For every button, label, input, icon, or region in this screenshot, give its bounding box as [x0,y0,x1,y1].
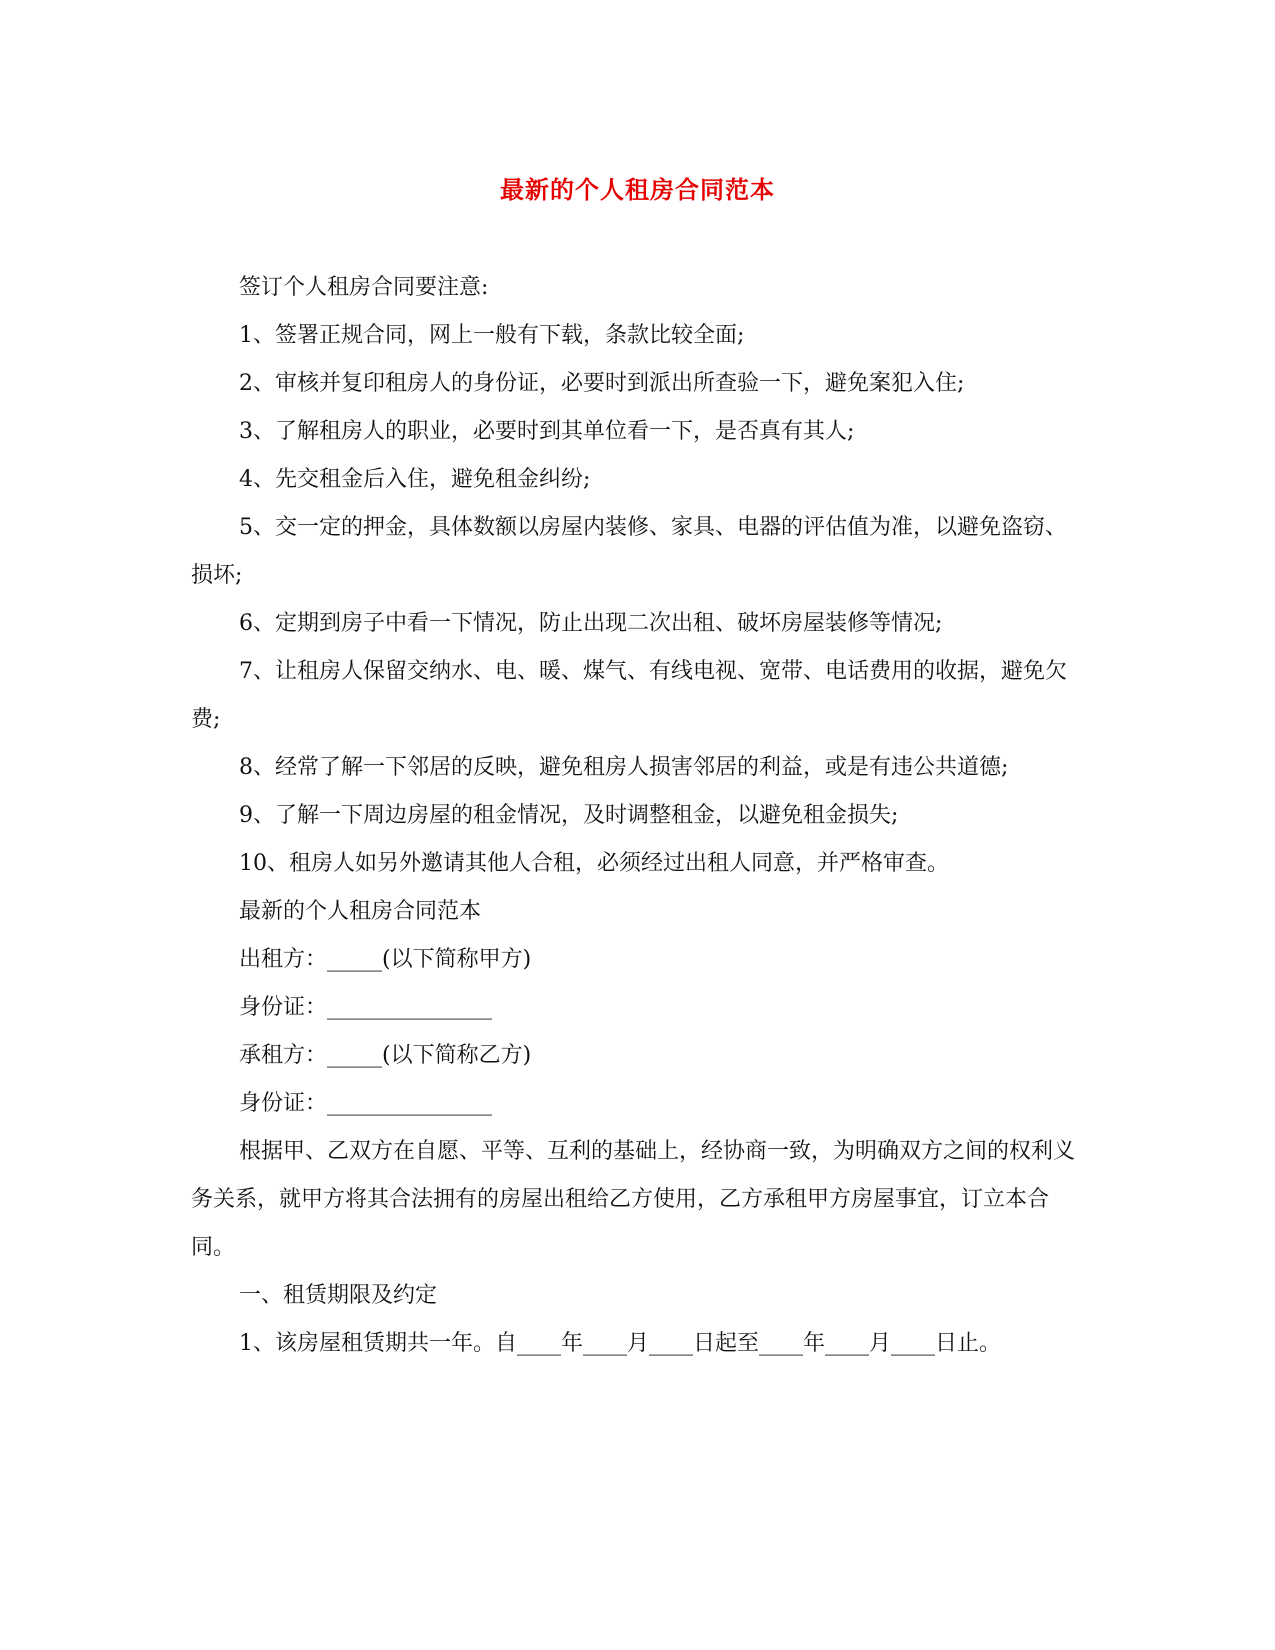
document-body [191,264,1076,1368]
contract-subtitle: 最新的个人租房合同范本 [239,899,482,924]
paragraph-item-2: 2、审核并复印租房人的身份证，必要时到派出所查验一下，避免案犯入住; [239,371,965,396]
section-heading-1: 一、租赁期限及约定 [239,1283,438,1308]
paragraph-item-9: 9、了解一下周边房屋的租金情况，及时调整租金，以避免租金损失; [239,803,899,828]
paragraph-item-1: 1、签署正规合同，网上一般有下载，条款比较全面; [239,323,745,348]
lessee-id-line: 身份证：_______________ [239,1091,493,1116]
paragraph-item-3: 3、了解租房人的职业，必要时到其单位看一下，是否真有其人; [239,419,855,444]
paragraph-item-10: 10、租房人如另外邀请其他人合租，必须经过出租人同意，并严格审查。 [239,851,949,876]
paragraph-item-8: 8、经常了解一下邻居的反映，避免租房人损害邻居的利益，或是有违公共道德; [239,755,1009,780]
paragraph-item-4: 4、先交租金后入住，避免租金纠纷; [239,467,591,492]
lessor-id-line: 身份证：_______________ [239,995,493,1020]
lessee-line: 承租方：_____(以下简称乙方) [239,1043,532,1068]
contract-preamble: 根据甲、乙双方在自愿、平等、互利的基础上，经协商一致，为明确双方之间的权利义务关系，就甲方将其合法拥有的房屋出租给乙方使用，乙方承租甲方房屋事宜，订立本合同。 [191,1139,1076,1260]
document-title: 最新的个人租房合同范本 [500,175,775,204]
paragraph-item-5: 5、交一定的押金，具体数额以房屋内装修、家具、电器的评估值为准，以避免盗窃、损坏; [191,515,1067,588]
lessor-line: 出租方：_____(以下简称甲方) [239,947,532,972]
paragraph-item-6: 6、定期到房子中看一下情况，防止出现二次出租、破坏房屋装修等情况; [239,611,943,636]
paragraph-item-7: 7、让租房人保留交纳水、电、暖、煤气、有线电视、宽带、电话费用的收据，避免欠费; [191,659,1067,732]
paragraph-intro: 签订个人租房合同要注意: [239,275,489,300]
clause-1-1: 1、该房屋租赁期共一年。自____年____月____日起至____年____月____日止。 [239,1331,1001,1356]
